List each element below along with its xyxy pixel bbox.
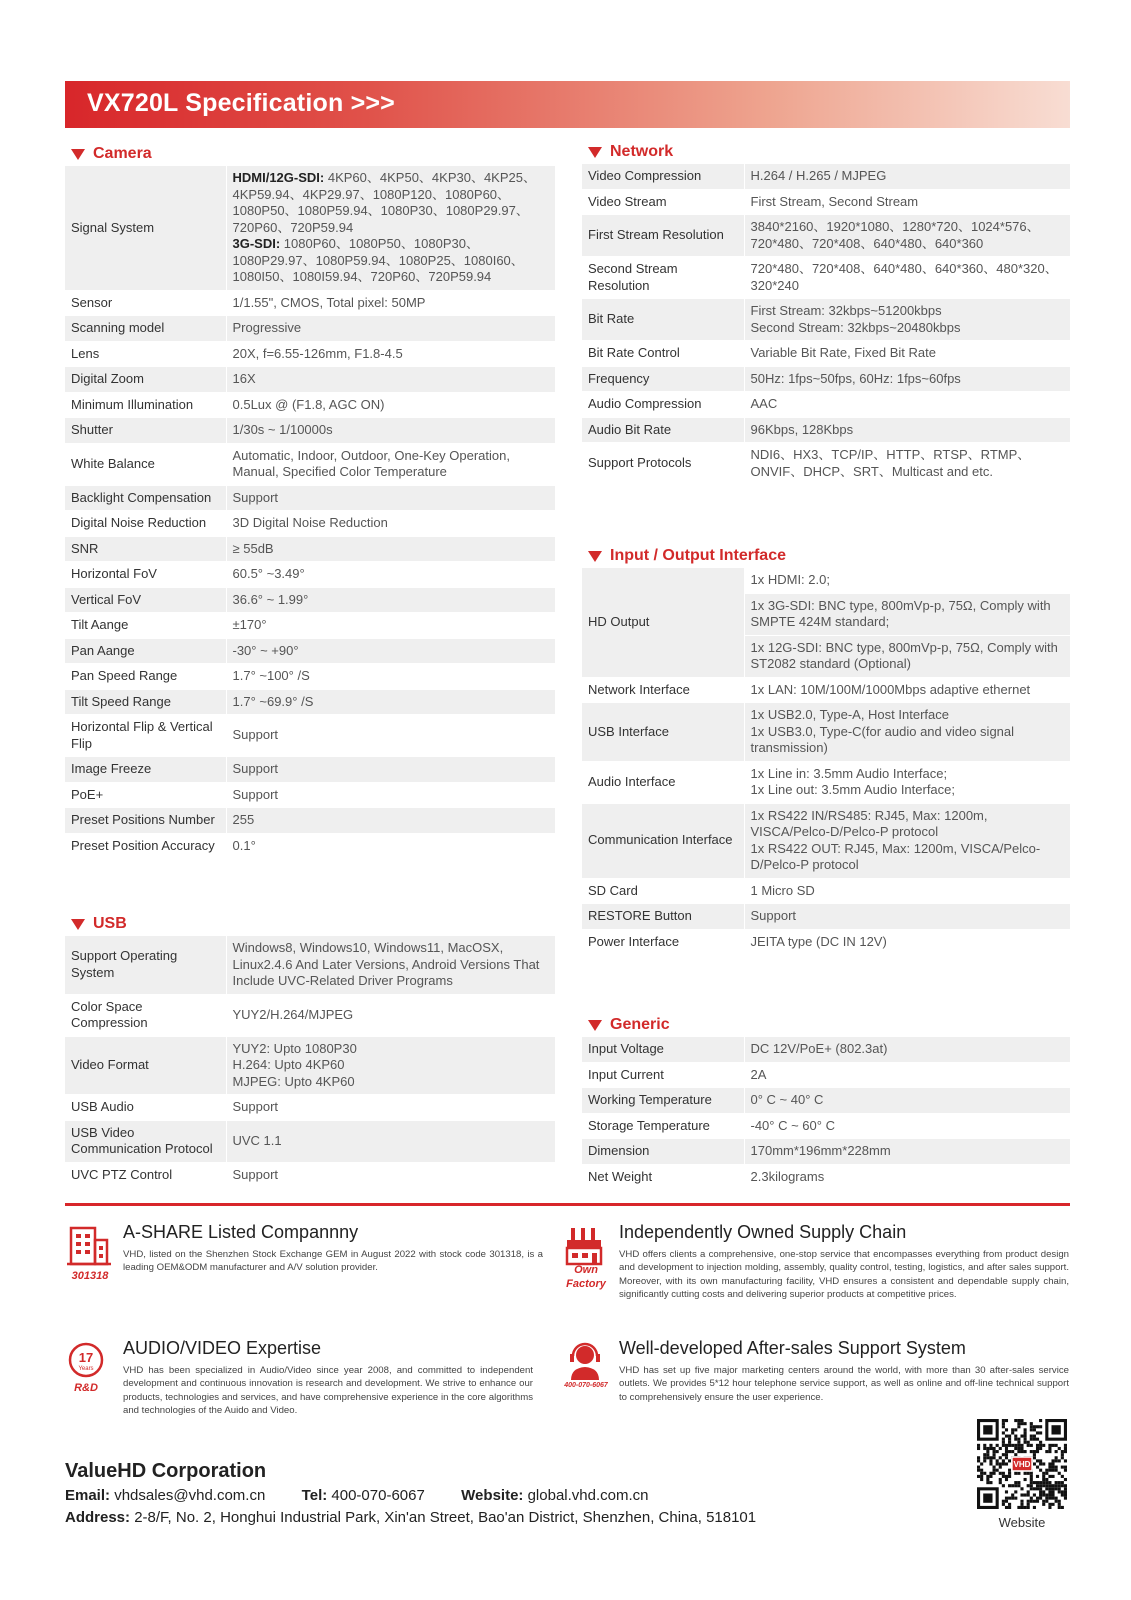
table-row [582, 443, 1070, 485]
table-row [65, 1095, 555, 1121]
section-divider [65, 1203, 1070, 1206]
table-row [65, 757, 555, 783]
table-row [65, 808, 555, 834]
spec-value: 2.3kilograms [744, 1164, 1070, 1190]
table-row [65, 418, 555, 444]
table-row [65, 166, 555, 290]
spec-value: 1x 12G-SDI: BNC type, 800mVp-p, 75Ω, Comply with ST2082 standard (Optional) [744, 635, 1070, 677]
table-row [65, 689, 555, 715]
generic-section [582, 1013, 1070, 1190]
table-row [65, 367, 555, 393]
spec-label: RESTORE Button [582, 904, 744, 930]
feature-text: VHD has been specialized in Audio/Video since year 2008, and committed to independent development and continuous innovation is research and development. We strive to enhance our products, technologies and services, and have comprehensive experience in the core algorithms and technologies of the Auido and Video. [123, 1365, 533, 1416]
triangle-down-icon [588, 551, 602, 562]
io-table [582, 568, 1070, 955]
spec-label: Communication Interface [582, 803, 744, 878]
table-row [582, 1088, 1070, 1114]
spec-value: 20X, f=6.55-126mm, F1.8-4.5 [226, 341, 555, 367]
hotline-label: 400-070-6067 [564, 1382, 608, 1389]
spec-value: 3D Digital Noise Reduction [226, 511, 555, 537]
spec-label: USB Audio [65, 1095, 226, 1121]
feature-text: VHD offers clients a comprehensive, one-stop service that encompasses everything from product design and development to injection molding, assembly, quality control, testing, logistics, and after sales support. Moreover, with its own manufacturing facility, VHD ensures a consistent and dependable supply chain, significantly cutting costs and delivering superior products at competitive prices. [619, 1249, 1069, 1300]
spec-label: Tilt Speed Range [65, 689, 226, 715]
spec-value: 1x USB2.0, Type-A, Host Interface 1x USB3.0, Type-C(for audio and video signal transmission) [744, 703, 1070, 762]
generic-heading: Generic [582, 1013, 1070, 1037]
table-row [65, 664, 555, 690]
spec-label: Support Protocols [582, 443, 744, 485]
spec-value: -40° C ~ 60° C [744, 1113, 1070, 1139]
spec-label: Frequency [582, 366, 744, 392]
spec-label: Audio Interface [582, 761, 744, 803]
spec-value: 3840*2160、1920*1080、1280*720、1024*576、720*480、720*408、640*480、640*360 [744, 215, 1070, 257]
table-row [582, 366, 1070, 392]
spec-label: First Stream Resolution [582, 215, 744, 257]
address-line: Address: 2-8/F, No. 2, Honghui Industrial Park, Xin'an Street, Bao'an District, Shenzhen, China, 518101 [65, 1509, 757, 1526]
usb-heading: USB [65, 912, 555, 936]
feature-title: Well-developed After-sales Support System [619, 1338, 966, 1358]
table-row [65, 715, 555, 757]
table-row [65, 936, 555, 994]
table-row [582, 677, 1070, 703]
spec-label: Horizontal Flip & Vertical Flip [65, 715, 226, 757]
spec-value: 1.7° ~69.9° /S [226, 689, 555, 715]
table-row [65, 562, 555, 588]
spec-label: Video Stream [582, 189, 744, 215]
spec-label: Pan Aange [65, 638, 226, 664]
table-row [65, 511, 555, 537]
table-row [582, 1062, 1070, 1088]
usb-table [65, 936, 555, 1188]
generic-table [582, 1037, 1070, 1190]
spec-label: Input Voltage [582, 1037, 744, 1062]
table-row [65, 392, 555, 418]
table-row [65, 613, 555, 639]
table-row [65, 1162, 555, 1188]
feature-title: AUDIO/VIDEO Expertise [123, 1338, 322, 1358]
spec-value: 1.7° ~100° /S [226, 664, 555, 690]
spec-label: HD Output [582, 568, 744, 677]
feature-text: VHD, listed on the Shenzhen Stock Exchange GEM in August 2022 with stock code 301318, is a leading OEM&ODM manufacturer and A/V solution provider. [123, 1249, 543, 1274]
spec-value: 16X [226, 367, 555, 393]
table-row [65, 443, 555, 485]
spec-value: 1x Line in: 3.5mm Audio Interface; 1x Line out: 3.5mm Audio Interface; [744, 761, 1070, 803]
spec-value: YUY2: Upto 1080P30 H.264: Upto 4KP60 MJPEG: Upto 4KP60 [226, 1036, 555, 1095]
camera-heading: Camera [65, 142, 555, 166]
own-label: Own [574, 1264, 598, 1276]
badge-unit: Years [78, 1366, 94, 1372]
spec-value: 36.6° ~ 1.99° [226, 587, 555, 613]
camera-table [65, 166, 555, 859]
spec-label: Digital Zoom [65, 367, 226, 393]
spec-value: 1 Micro SD [744, 878, 1070, 904]
spec-value: Support [226, 757, 555, 783]
email-link[interactable]: vhdsales@vhd.com.cn [114, 1487, 266, 1504]
spec-label: Lens [65, 341, 226, 367]
spec-value: 0.5Lux @ (F1.8, AGC ON) [226, 392, 555, 418]
spec-value: 50Hz: 1fps~50fps, 60Hz: 1fps~60fps [744, 366, 1070, 392]
network-section [582, 140, 1070, 485]
rd-label: R&D [74, 1382, 98, 1394]
spec-label: Minimum Illumination [65, 392, 226, 418]
spec-value: 170mm*196mm*228mm [744, 1139, 1070, 1165]
spec-label: Sensor [65, 290, 226, 316]
spec-value: ≥ 55dB [226, 536, 555, 562]
table-row [582, 164, 1070, 189]
tel-link[interactable]: 400-070-6067 [331, 1487, 425, 1504]
spec-label: Horizontal FoV [65, 562, 226, 588]
table-row [582, 1139, 1070, 1165]
spec-label: UVC PTZ Control [65, 1162, 226, 1188]
spec-label: Input Current [582, 1062, 744, 1088]
title-banner [65, 81, 1070, 128]
spec-value: 1x 3G-SDI: BNC type, 800mVp-p, 75Ω, Comply with SMPTE 424M standard; [744, 593, 1070, 635]
spec-label: Video Compression [582, 164, 744, 189]
table-row [582, 803, 1070, 878]
feature-ashare [65, 1222, 545, 1302]
spec-value: Support [226, 1162, 555, 1188]
table-row [582, 392, 1070, 418]
table-row [582, 257, 1070, 299]
spec-value: 255 [226, 808, 555, 834]
feature-title: Independently Owned Supply Chain [619, 1222, 907, 1242]
table-row [582, 341, 1070, 367]
spec-label: Support Operating System [65, 936, 226, 994]
spec-label: Video Format [65, 1036, 226, 1095]
spec-label: Pan Speed Range [65, 664, 226, 690]
spec-value: First Stream, Second Stream [744, 189, 1070, 215]
spec-label: Audio Compression [582, 392, 744, 418]
table-row [582, 215, 1070, 257]
spec-value: YUY2/H.264/MJPEG [226, 994, 555, 1036]
feature-title: A-SHARE Listed Compannny [123, 1222, 359, 1242]
spec-value: UVC 1.1 [226, 1120, 555, 1162]
table-row [65, 536, 555, 562]
feature-text: VHD has set up five major marketing centers around the world, with more than 30 after-sales service outlets. We provides 5*12 hour telephone service support, as well as online and off-line technical support to comprehensively ensure the user experience. [619, 1365, 1069, 1403]
table-row [65, 994, 555, 1036]
spec-label: Audio Bit Rate [582, 417, 744, 443]
spec-value: -30° ~ +90° [226, 638, 555, 664]
usb-section [65, 912, 555, 1188]
table-row [65, 638, 555, 664]
spec-value: Support [226, 782, 555, 808]
table-row [65, 1120, 555, 1162]
spec-value: Support [226, 715, 555, 757]
contact-line: Email: vhdsales@vhd.com.cn Tel: 400-070-6067 Website: global.vhd.com.cn [65, 1487, 649, 1504]
table-row [582, 1164, 1070, 1190]
spec-value: First Stream: 32kbps~51200kbps Second Stream: 32kbps~20480kbps [744, 299, 1070, 341]
io-heading: Input / Output Interface [582, 544, 1070, 568]
spec-label: Color Space Compression [65, 994, 226, 1036]
spec-value: AAC [744, 392, 1070, 418]
spec-value: 96Kbps, 128Kbps [744, 417, 1070, 443]
spec-label: Scanning model [65, 316, 226, 342]
triangle-down-icon [71, 919, 85, 930]
table-row [65, 485, 555, 511]
spec-value: Variable Bit Rate, Fixed Bit Rate [744, 341, 1070, 367]
table-row [582, 703, 1070, 762]
badge-number: 17 [78, 1350, 94, 1365]
spec-label: Power Interface [582, 929, 744, 955]
table-row [582, 878, 1070, 904]
table-row [582, 904, 1070, 930]
table-row [65, 782, 555, 808]
spec-label: SNR [65, 536, 226, 562]
spec-label: PoE+ [65, 782, 226, 808]
spec-label: White Balance [65, 443, 226, 485]
feature-expertise [65, 1338, 545, 1428]
spec-value: Support [744, 904, 1070, 930]
qr-code-icon[interactable] [977, 1419, 1067, 1509]
spec-label: USB Video Communication Protocol [65, 1120, 226, 1162]
spec-value: 1/1.55", CMOS, Total pixel: 50MP [226, 290, 555, 316]
spec-label: Network Interface [582, 677, 744, 703]
spec-value: DC 12V/PoE+ (802.3at) [744, 1037, 1070, 1062]
spec-label: Preset Position Accuracy [65, 833, 226, 859]
triangle-down-icon [588, 1020, 602, 1031]
spec-label: Digital Noise Reduction [65, 511, 226, 537]
spec-value: 60.5° ~3.49° [226, 562, 555, 588]
table-row [582, 1037, 1070, 1062]
spec-value: 0.1° [226, 833, 555, 859]
spec-label: Working Temperature [582, 1088, 744, 1114]
company-name: ValueHD Corporation [65, 1460, 267, 1482]
spec-value: Support [226, 1095, 555, 1121]
qr-logo-text: VHD [1013, 1460, 1031, 1470]
spec-value: JEITA type (DC IN 12V) [744, 929, 1070, 955]
spec-value: 0° C ~ 40° C [744, 1088, 1070, 1114]
table-row [582, 1113, 1070, 1139]
spec-label: Bit Rate Control [582, 341, 744, 367]
headset-agent-icon [561, 1340, 611, 1400]
feature-supply [561, 1222, 1070, 1322]
page-title: VX720L Specification >>> [87, 89, 395, 117]
spec-label: Backlight Compensation [65, 485, 226, 511]
spec-value: Support [226, 485, 555, 511]
spec-value: 2A [744, 1062, 1070, 1088]
table-row [65, 316, 555, 342]
table-row [65, 1036, 555, 1095]
table-row [582, 189, 1070, 215]
network-table [582, 164, 1070, 485]
spec-label: Shutter [65, 418, 226, 444]
spec-label: Tilt Aange [65, 613, 226, 639]
qr-label: Website [998, 1515, 1046, 1530]
spec-label: Preset Positions Number [65, 808, 226, 834]
website-link[interactable]: global.vhd.com.cn [527, 1487, 649, 1504]
spec-label: Storage Temperature [582, 1113, 744, 1139]
camera-section [65, 142, 555, 859]
spec-value: Windows8, Windows10, Windows11, MacOSX, Linux2.4.6 And Later Versions, Android Versions That Include UVC-Related Driver Programs [226, 936, 555, 994]
table-row [65, 833, 555, 859]
spec-value: ±170° [226, 613, 555, 639]
spec-label: USB Interface [582, 703, 744, 762]
spec-value: 1x LAN: 10M/100M/1000Mbps adaptive ethernet [744, 677, 1070, 703]
table-row [65, 290, 555, 316]
spec-label: Net Weight [582, 1164, 744, 1190]
table-row [582, 417, 1070, 443]
spec-value: 720*480、720*408、640*480、640*360、480*320、320*240 [744, 257, 1070, 299]
spec-value: H.264 / H.265 / MJPEG [744, 164, 1070, 189]
stock-code-label: 301318 [71, 1270, 109, 1282]
spec-value: Progressive [226, 316, 555, 342]
spec-label: SD Card [582, 878, 744, 904]
spec-value: 1/30s ~ 1/10000s [226, 418, 555, 444]
spec-label: Signal System [65, 166, 226, 290]
spec-value: Automatic, Indoor, Outdoor, One-Key Operation, Manual, Specified Color Temperature [226, 443, 555, 485]
spec-value: NDI6、HX3、TCP/IP、HTTP、RTSP、RTMP、ONVIF、DHCP、SRT、Multicast and etc. [744, 443, 1070, 485]
spec-value: 1x RS422 IN/RS485: RJ45, Max: 1200m, VISCA/Pelco-D/Pelco-P protocol 1x RS422 OUT: RJ45, Max: 1200m, VISCA/Pelco-D/Pelco-P protocol [744, 803, 1070, 878]
spec-value: HDMI/12G-SDI: 4KP60、4KP50、4KP30、4KP25、4KP59.94、4KP29.97、1080P120、1080P60、1080P50、1080P59.94、1080P30、1080P29.97、720P60、720P59.94 3G-SDI: 1080P60、1080P50、1080P30、1080P29.97、1080P59.94、1080P25、1080I60、1080I50、1080I59.94、720P60、720P59.94 [226, 166, 555, 290]
io-section [582, 544, 1070, 955]
table-row [582, 761, 1070, 803]
spec-value: 1x HDMI: 2.0; [744, 568, 1070, 593]
table-row [65, 587, 555, 613]
table-row [582, 299, 1070, 341]
table-row [582, 929, 1070, 955]
network-heading: Network [582, 140, 1070, 164]
table-row [582, 568, 1070, 593]
spec-label: Bit Rate [582, 299, 744, 341]
factory-label: Factory [566, 1278, 606, 1290]
spec-label: Image Freeze [65, 757, 226, 783]
triangle-down-icon [71, 149, 85, 160]
spec-label: Vertical FoV [65, 587, 226, 613]
spec-label: Dimension [582, 1139, 744, 1165]
table-row [65, 341, 555, 367]
spec-label: Second Stream Resolution [582, 257, 744, 299]
triangle-down-icon [588, 147, 602, 158]
feature-support [561, 1338, 1070, 1428]
